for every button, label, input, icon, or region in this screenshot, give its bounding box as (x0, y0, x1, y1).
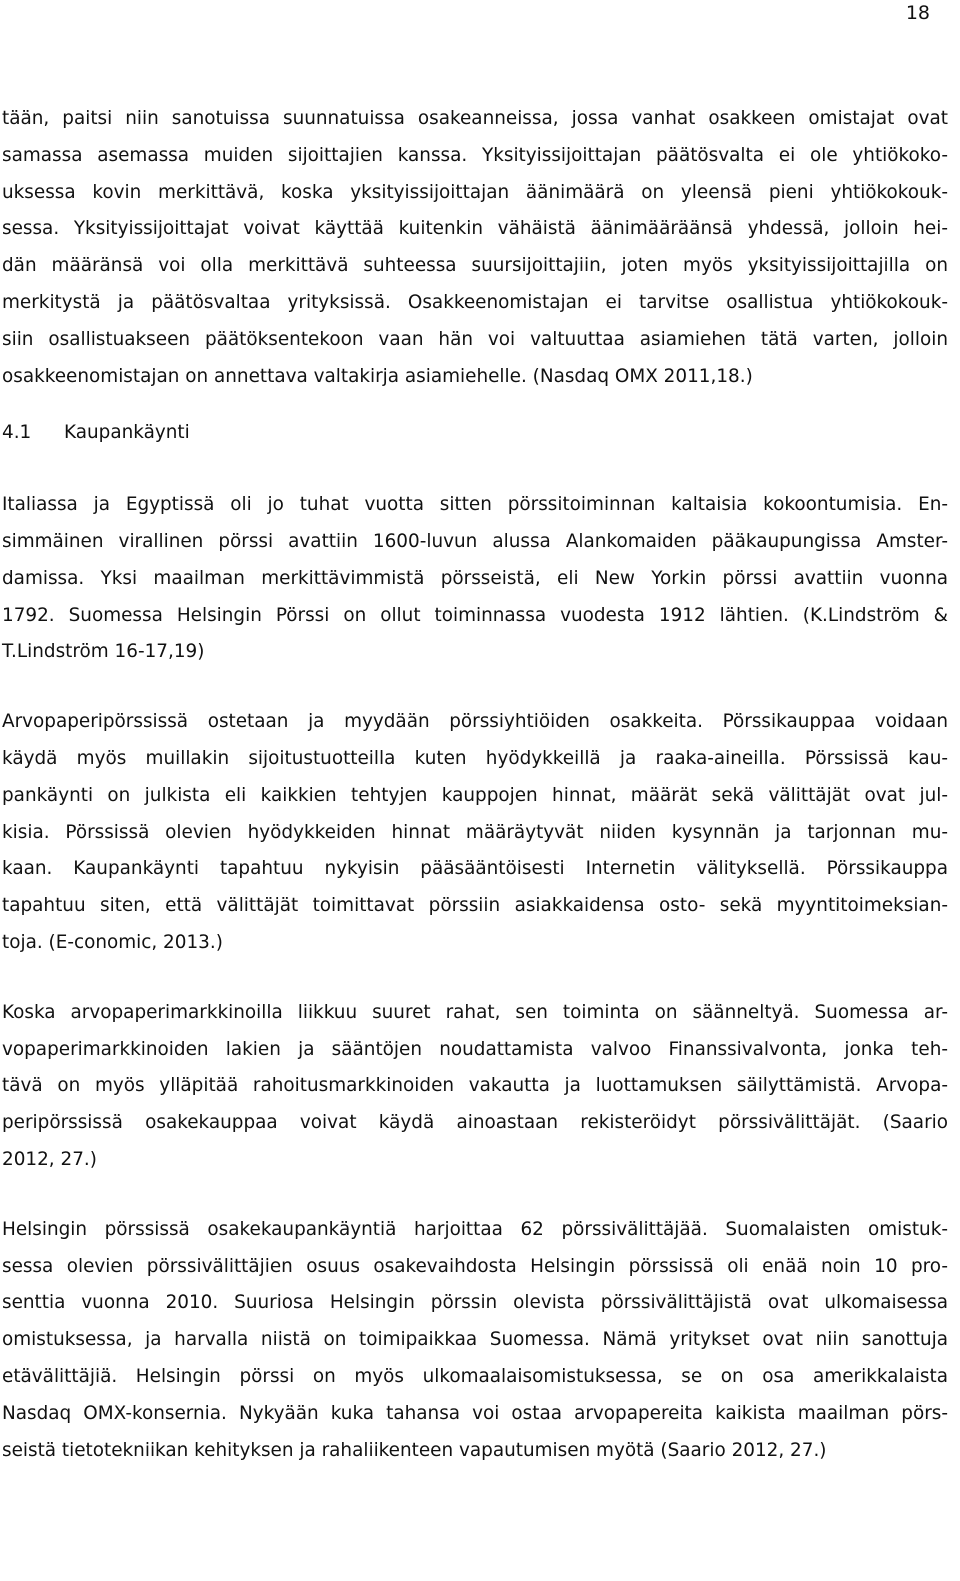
text-line: vopaperimarkkinoiden lakien ja sääntöjen noudattamista valvoo Finanssivalvonta, jonka teh- (2, 1038, 948, 1060)
text-line: kaan. Kaupankäynti tapahtuu nykyisin pääsääntöisesti Internetin välityksellä. Pörssikauppa (2, 858, 948, 880)
text-line: sessa olevien pörssivälittäjien osuus osakevaihdosta Helsingin pörssissä oli enää noin 10 pro- (2, 1255, 948, 1277)
text-line: T.Lindström 16-17,19) (2, 641, 205, 663)
text-line: uksessa kovin merkittävä, koska yksityissijoittajan äänimäärä on yleensä pieni yhtiökokouk- (2, 181, 948, 203)
text-line: kisia. Pörssissä olevien hyödykkeiden hinnat määräytyvät niiden kysynnän ja tarjonnan mu- (2, 821, 948, 843)
text-line: senttia vuonna 2010. Suuriosa Helsingin pörssin olevista pörssivälittäjistä ovat ulkomaisessa (2, 1292, 948, 1314)
text-line: käydä myös muillakin sijoitustuotteilla kuten hyödykkeillä ja raaka-aineilla. Pörssissä kau- (2, 747, 948, 769)
text-line: tään, paitsi niin sanotuissa suunnatuissa osakeanneissa, jossa vanhat osakkeen omistajat ovat (2, 108, 948, 129)
text-line: merkitystä ja päätösvaltaa yrityksissä. Osakkeenomistajan ei tarvitse osallistua yhtiökokouk- (2, 291, 948, 313)
text-line: toja. (E-conomic, 2013.) (2, 931, 223, 953)
text-line: Helsingin pörssissä osakekaupankäyntiä harjoittaa 62 pörssivälittäjää. Suomalaisten omistuk- (2, 1218, 948, 1240)
paragraph-brokers (2, 1212, 948, 1470)
text-line: 1792. Suomessa Helsingin Pörssi on ollut toiminnassa vuodesta 1912 lähtien. (K.Lindström & (2, 604, 948, 626)
text-line: pankäynti on julkista eli kaikkien tehtyjen kauppojen hinnat, määrät sekä välittäjät ovat jul- (2, 784, 948, 806)
text-line: seistä tietotekniikan kehityksen ja rahaliikenteen vapautumisen myötä (Saario 2012, 27.) (2, 1439, 827, 1461)
text-line: simmäinen virallinen pörssi avattiin 1600-luvun alussa Alankomaiden pääkaupungissa Amster- (2, 530, 948, 552)
document-body (2, 101, 948, 1469)
paragraph-history (2, 487, 948, 671)
text-line: Italiassa ja Egyptissä oli jo tuhat vuotta sitten pörssitoiminnan kaltaisia kokoontumisia. En- (2, 494, 948, 516)
text-line: sessa. Yksityissijoittajat voivat käyttää kuitenkin vähäistä äänimääräänsä yhdessä, jolloin hei- (2, 218, 948, 240)
text-line: Nasdaq OMX-konsernia. Nykyään kuka tahansa voi ostaa arvopapereita kaikista maailman pörs- (2, 1402, 948, 1424)
text-line: osakkeenomistajan on annettava valtakirja asiamiehelle. (Nasdaq OMX 2011,18.) (2, 365, 753, 387)
text-line: etävälittäjiä. Helsingin pörssi on myös ulkomaalaisomistuksessa, se on osa amerikkalaista (2, 1365, 948, 1387)
text-line: Koska arvopaperimarkkinoilla liikkuu suuret rahat, sen toiminta on säänneltyä. Suomessa ar- (2, 1001, 948, 1023)
text-line: tävä on myös ylläpitää rahoitusmarkkinoiden vakautta ja luottamuksen säilyttämistä. Arvopa- (2, 1075, 948, 1097)
text-line: 2012, 27.) (2, 1148, 97, 1170)
page-number: 18 (905, 2, 930, 24)
text-line: siin osallistuakseen päätöksentekoon vaan hän voi valtuuttaa asiamiehen tätä varten, jolloin (2, 328, 948, 350)
text-line: omistuksessa, ja harvalla niistä on toimipaikkaa Suomessa. Nämä yritykset ovat niin sanottuja (2, 1329, 948, 1351)
paragraph-ownership (2, 101, 948, 395)
section-title: Kaupankäynti (64, 422, 190, 444)
text-line: damissa. Yksi maailman merkittävimmistä pörsseistä, eli New Yorkin pörssi avattiin vuonna (2, 567, 948, 589)
text-line: samassa asemassa muiden sijoittajien kanssa. Yksityissijoittajan päätösvalta ei ole yhtiökoko- (2, 144, 948, 166)
text-line: Arvopaperipörssissä ostetaan ja myydään pörssiyhtiöiden osakkeita. Pörssikauppaa voidaan (2, 711, 948, 733)
paragraph-regulation (2, 995, 948, 1179)
text-line: dän määränsä voi olla merkittävä suhteessa suursijoittajiin, joten myös yksityissijoittajilla on (2, 255, 948, 277)
section-number: 4.1 (2, 422, 32, 444)
section-heading (2, 415, 948, 452)
text-line: tapahtuu siten, että välittäjät toimittavat pörssiin asiakkaidensa osto- sekä myyntitoimeksian- (2, 895, 948, 917)
text-line: peripörssissä osakekauppaa voivat käydä ainoastaan rekisteröidyt pörssivälittäjät. (Saario (2, 1112, 948, 1134)
paragraph-trading (2, 704, 948, 962)
